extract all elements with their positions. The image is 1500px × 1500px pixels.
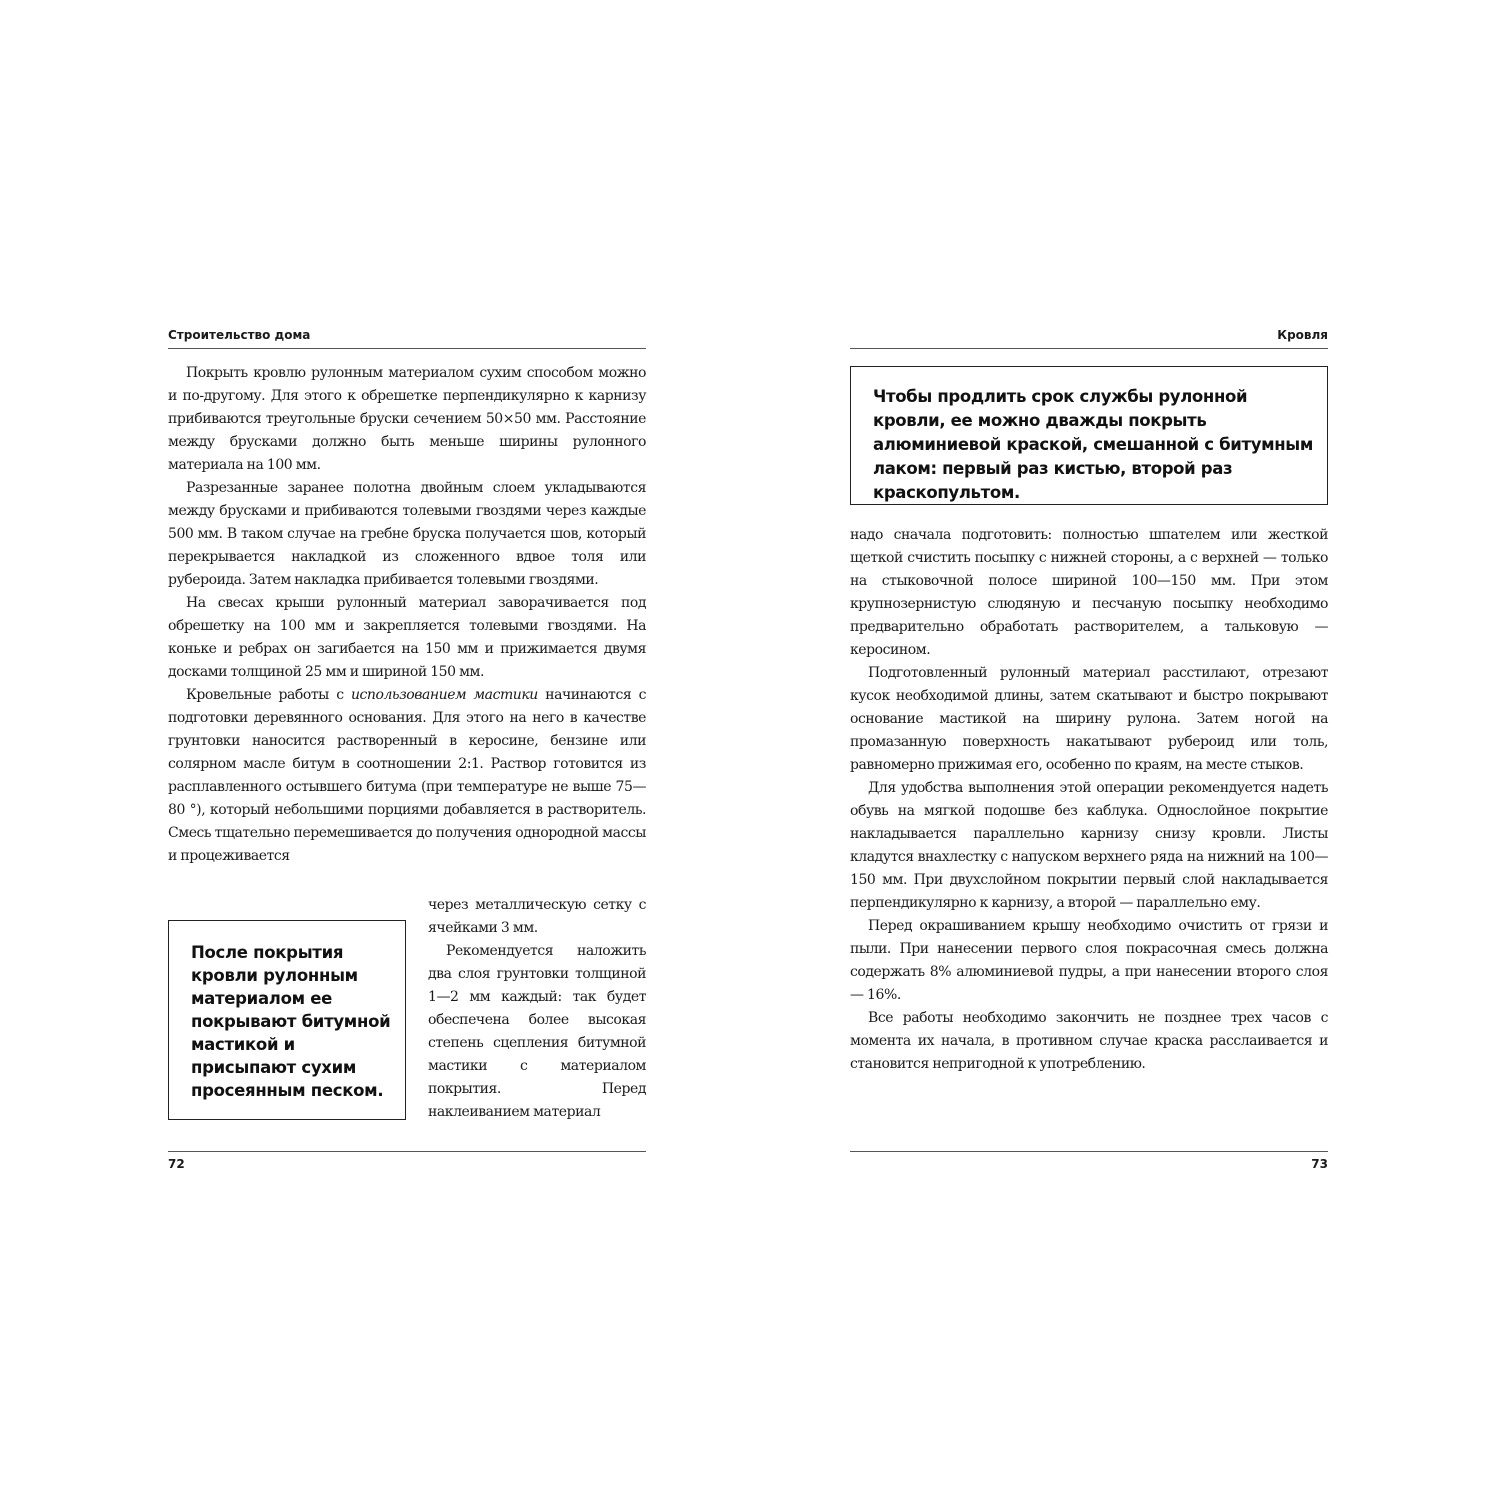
left-body-text bbox=[168, 362, 646, 868]
paragraph: Покрыть кровлю рулонным материалом сухим способом можно и по-другому. Для этого к обрешетке перпендикулярно к карнизу прибиваются треугольные бруски сечением 50×50 мм. Расстояние между брусками должно быть меньше ширины рулонного материала на 100 мм. bbox=[168, 365, 646, 473]
side-paragraph: через металлическую сетку с ячейками 3 мм. bbox=[428, 897, 646, 936]
side-column bbox=[428, 894, 646, 1124]
mastic-paragraph bbox=[168, 684, 646, 868]
paragraph: Разрезанные заранее полотна двойным слоем укладываются между брусками и прибиваются толевыми гвоздями через каждые 500 мм. В таком случае на гребне бруска получается шов, который перекрывается накладкой из сложенного вдвое толя или рубероида. Затем накладка прибивается толевыми гвоздями. bbox=[168, 480, 646, 588]
paragraph: Подготовленный рулонный материал расстилают, отрезают кусок необходимой длины, затем скатывают и быстро покрывают основание мастикой на ширину рулона. Затем ногой на промазанную поверхность накатывают рубероид или толь, равномерно прижимая его, особенно по краям, на месте стыков. bbox=[850, 665, 1328, 773]
running-head-left: Строительство дома bbox=[168, 326, 646, 349]
paragraph: На свесах крыши рулонный материал заворачивается под обрешетку на 100 мм и закрепляется толевыми гвоздями. На коньке и ребрах он загибается на 150 мм и прижимается двумя досками толщиной 25 мм и шириной 150 мм. bbox=[168, 595, 646, 680]
right-page bbox=[850, 326, 1328, 1176]
left-page bbox=[168, 326, 646, 1176]
running-head-right: Кровля bbox=[850, 326, 1328, 349]
mastic-text-after: начинаются с подготовки деревянного основания. Для этого на него в качестве грунтовки наносится растворенный в керосине, бензине или солярном масле битум в соотношении 2:1. Раствор готовится из расплавленного остывшего битума (при температуре не выше 75—80 °), который небольшими порциями добавляется в растворитель. Смесь тщательно перемешивается до получения однородной массы и процеживается bbox=[168, 687, 646, 864]
side-paragraph: Рекомендуется наложить два слоя грунтовки толщиной 1—2 мм каждый: так будет обеспечена более высокая степень сцепления битумной мастики с материалом покрытия. Перед наклеиванием материал bbox=[428, 943, 646, 1120]
paragraph: Перед окрашиванием крышу необходимо очистить от грязи и пыли. При нанесении первого слоя покрасочная смесь должна содержать 8% алюминиевой пудры, а при нанесении второго слоя — 16%. bbox=[850, 918, 1328, 1003]
note-text: Чтобы продлить срок службы рулонной кровли, ее можно дважды покрыть алюминиевой краской, смешанной с битумным лаком: первый раз кистью, второй раз краскопультом. bbox=[873, 387, 1314, 502]
note-box-left bbox=[168, 920, 406, 1120]
footer-rule-right bbox=[850, 1151, 1328, 1152]
continuation-paragraph: надо сначала подготовить: полностью шпателем или жесткой щеткой счистить посыпку с нижней стороны, а с верхней — только на стыковочной полосе шириной 100—150 мм. При этом крупнозернистую слюдяную и песчаную посыпку необходимо предварительно обработать растворителем, а тальковую — керосином. bbox=[850, 527, 1328, 658]
mastic-text-before: Кровельные работы с bbox=[186, 687, 351, 703]
note-box-right bbox=[850, 366, 1328, 505]
right-body-text bbox=[850, 524, 1328, 1076]
paragraph: Для удобства выполнения этой операции рекомендуется надеть обувь на мягкой подошве без каблука. Однослойное покрытие накладывается параллельно карнизу снизу кровли. Листы кладутся внахлестку с напуском верхнего ряда на нижний на 100—150 мм. При двухслойном покрытии первый слой накладывается перпендикулярно к карнизу, а второй — параллельно ему. bbox=[850, 780, 1328, 911]
paragraph: Все работы необходимо закончить не позднее трех часов с момента их начала, в противном случае краска расслаивается и становится непригодной к употреблению. bbox=[850, 1010, 1328, 1072]
footer-rule-left bbox=[168, 1151, 646, 1152]
mastic-emphasis: использованием мастики bbox=[350, 687, 538, 703]
page-number-left: 72 bbox=[168, 1157, 185, 1171]
page-number-right: 73 bbox=[1311, 1157, 1328, 1171]
note-text: После покрытия кровли рулонным материалом ее покрывают битумной мастикой и присыпают сухим просеянным песком. bbox=[191, 943, 391, 1100]
